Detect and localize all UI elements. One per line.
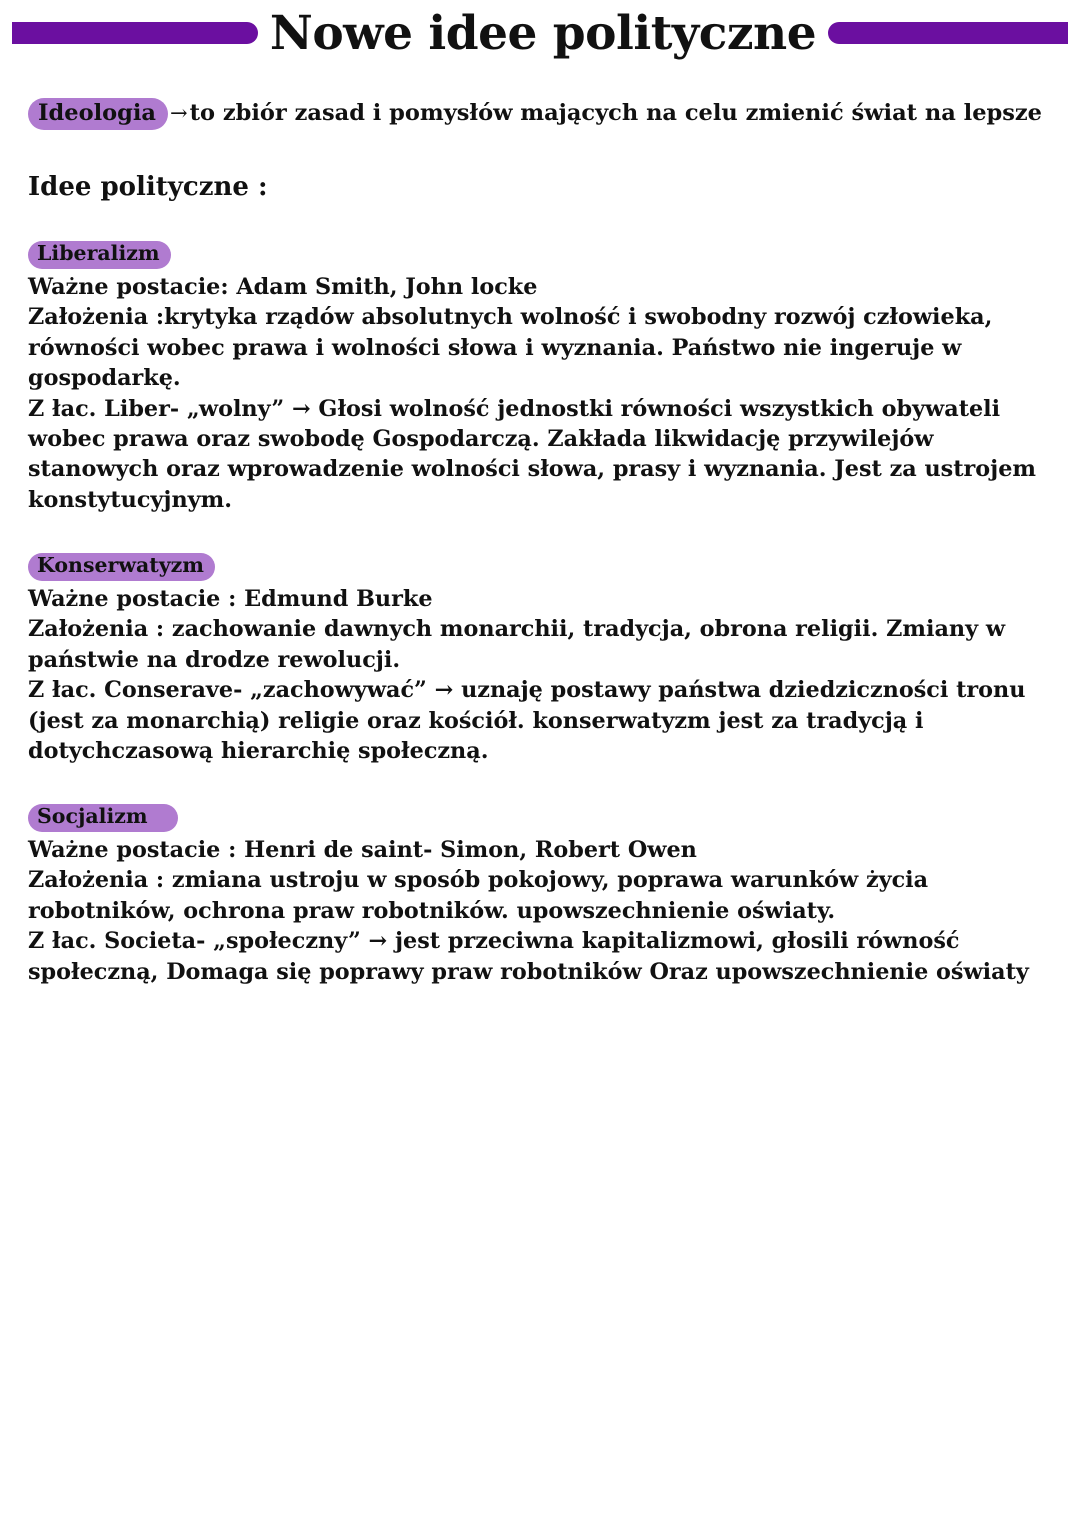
idea-label-row [28, 241, 1056, 269]
section-heading-political-ideas: Idee polityczne : [28, 172, 268, 203]
idea-label-liberalizm: Liberalizm [28, 241, 171, 269]
idea-etymology-socjalizm: Z łac. Societa- „społeczny” → jest przeciwna kapitalizmowi, głosili równość społeczną, Domaga się poprawy praw robotników Oraz upowszechnienie oświaty [28, 928, 1029, 985]
page-title: Nowe idee polityczne [269, 5, 817, 61]
decorative-bar-left [12, 22, 258, 44]
idea-label-row [28, 553, 1056, 581]
idea-label-row [28, 804, 1056, 832]
idea-assumptions-konserwatyzm: Założenia : zachowanie dawnych monarchii, tradycja, obrona religii. Zmiany w państwie na drodze rewolucji. [28, 616, 1006, 673]
idea-block-konserwatyzm [28, 553, 1056, 766]
ideology-definition-text: to zbiór zasad i pomysłów mających na celu zmienić świat na lepsze [189, 100, 1042, 126]
idea-label-konserwatyzm: Konserwatyzm [28, 553, 215, 581]
document-content [28, 98, 1056, 987]
idea-etymology-konserwatyzm: Z łac. Conserave- „zachowywać” → uznaję postawy państwa dziedziczności tronu (jest za monarchią) religie oraz kościół. konserwatyzm jest za tradycją i dotychczasową hierarchię społeczną. [28, 677, 1026, 764]
idea-etymology-liberalizm: Z łac. Liber- „wolny” → Głosi wolność jednostki równości wszystkich obywateli wobec prawa oraz swobodę Gospodarczą. Zakłada likwidację przywilejów stanowych oraz wprowadzenie wolności słowa, prasy i wyznania. Jest za ustrojem konstytucyjnym. [28, 395, 1036, 513]
idea-figures-socjalizm: Ważne postacie : Henri de saint- Simon, Robert Owen [28, 836, 697, 863]
idea-figures-liberalizm: Ważne postacie: Adam Smith, John locke [28, 273, 538, 300]
idea-label-socjalizm: Socjalizm [28, 804, 178, 832]
decorative-bar-right [828, 22, 1068, 44]
ideology-term-highlight: Ideologia [28, 98, 168, 130]
idea-assumptions-socjalizm: Założenia : zmiana ustroju w sposób pokojowy, poprawa warunków życia robotników, ochrona praw robotników. upowszechnienie oświaty. [28, 867, 929, 924]
ideology-definition [28, 98, 1056, 130]
idea-figures-konserwatyzm: Ważne postacie : Edmund Burke [28, 585, 433, 612]
idea-assumptions-liberalizm: Założenia :krytyka rządów absolutnych wolność i swobodny rozwój człowieka, równości wobec prawa i wolności słowa i wyznania. Państwo nie ingeruje w gospodarkę. [28, 304, 993, 392]
page-header [0, 0, 1080, 66]
idea-block-liberalizm [28, 241, 1056, 515]
idea-block-socjalizm [28, 804, 1056, 987]
arrow-icon: → [170, 101, 188, 125]
